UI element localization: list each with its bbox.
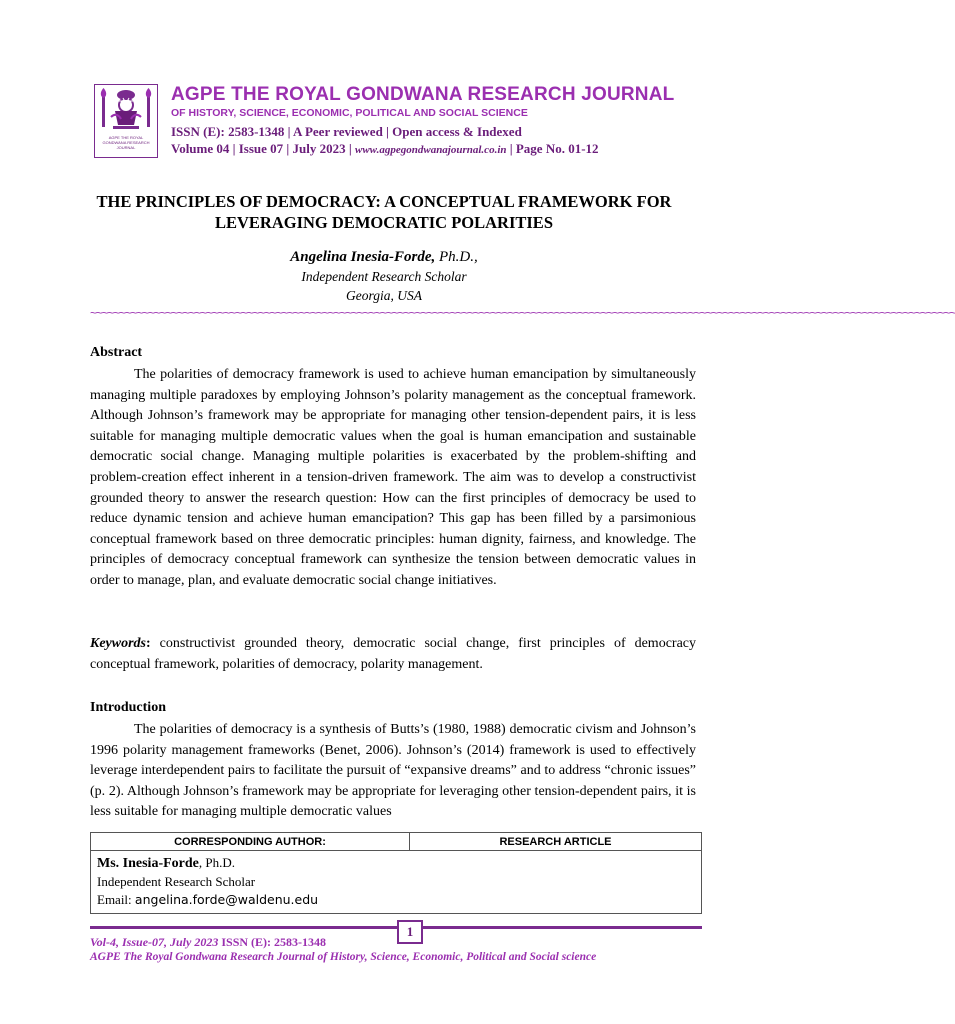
abstract-heading: Abstract xyxy=(90,345,143,360)
keywords-label: Keywords xyxy=(90,636,146,651)
corresponding-affiliation: Independent Research Scholar xyxy=(97,874,256,889)
corresponding-name-line xyxy=(97,854,695,873)
footer-volume: Vol-4, Issue-07, July 2023 xyxy=(90,935,219,949)
volume-info: Volume 04 | Issue 07 | July 2023 | xyxy=(171,141,355,156)
journal-website-link[interactable]: www.agpegondwanajournal.co.in xyxy=(355,144,507,156)
page-number: 1 xyxy=(397,920,423,944)
corresponding-email-line xyxy=(97,891,695,909)
footer-issn: ISSN (E): 2583-1348 xyxy=(218,935,327,949)
email-link[interactable]: angelina.forde@waldenu.edu xyxy=(134,892,319,907)
research-article-header: RESEARCH ARTICLE xyxy=(410,833,702,851)
issn-line: ISSN (E): 2583-1348 | A Peer reviewed | Open access & Indexed xyxy=(171,124,522,139)
journal-subtitle: OF HISTORY, SCIENCE, ECONOMIC, POLITICAL AND SOCIAL SCIENCE xyxy=(171,107,528,119)
abstract-text: The polarities of democracy framework is used to achieve human emancipation by simultaneously managing multiple paradoxes by employing Johnson’s polarity management as the conceptual framework. Although Johnson’s framework may be appropriate for managing other tension-dependent pairs, it is less suitable for managing multiple democratic values when the goal is human emancipation and sustainable democratic social change. Managing multiple polarities is exacerbated by the problem-shifting and problem-creation effect inherent in a tension-driven framework. The aim was to develop a constructivist grounded theory to answer the research question: How can the first principles of democracy be used to reduce dynamic tension and achieve human emancipation? This gap has been filled by a parsimonious conceptual framework based on three democratic principles: human dignity, fairness, and knowledge. The principles of democracy conceptual framework can synthesize the tension between democratic values in order to manage, plan, and evaluate democratic social change initiatives. xyxy=(90,367,696,588)
author-line xyxy=(0,249,768,266)
author-location: Georgia, USA xyxy=(346,288,422,303)
footer-journal-name: AGPE The Royal Gondwana Research Journal of History, Science, Economic, Political and Social science xyxy=(90,951,597,963)
tilde-separator: ~~~~~~~~~~~~~~~~~~~~~~~~~~~~~~~~~~~~~~~~~~~~~~~~~~~~~~~~~~~~~~~~~~~~~~~~~~~~~~~~~~~~~~~~~~~~~~~~~~~~~~~~~~~~~~~~~~~~~~~~~~~~~~~~~~~~~~~~~~~~~~~~~~~~~ xyxy=(90,306,955,320)
author-name: Angelina Inesia-Forde, xyxy=(290,249,436,265)
corresponding-author-name: Ms. Inesia-Forde xyxy=(97,856,199,871)
corresponding-author-degree: , Ph.D. xyxy=(198,855,236,870)
introduction-heading: Introduction xyxy=(90,700,166,715)
journal-title: AGPE THE ROYAL GONDWANA RESEARCH JOURNAL xyxy=(171,84,675,105)
introduction-text: The polarities of democracy is a synthesis of Butts’s (1980, 1988) democratic civism and Johnson’s 1996 polarity management frameworks (Benet, 2006). Johnson’s (2014) framework is used to effectively leverage interdependent pairs to facilitate the pursuit of “expansive dreams” and to address “chronic issues” (p. 2). Although Johnson’s framework may be appropriate for leveraging other tension-dependent pairs, it is less suitable for managing multiple democratic values xyxy=(90,722,696,820)
author-affiliation: Independent Research Scholar xyxy=(301,269,467,284)
page-range: | Page No. 01-12 xyxy=(506,141,599,156)
corresponding-author-header: CORRESPONDING AUTHOR: xyxy=(91,833,410,851)
corresponding-author-table xyxy=(90,832,702,914)
corresponding-author-details xyxy=(91,851,702,914)
keywords-text: constructivist grounded theory, democratic social change, first principles of democracy conceptual framework, polarities of democracy, polarity management. xyxy=(90,636,696,672)
email-label: Email: xyxy=(97,892,135,907)
keywords-colon: : xyxy=(146,636,151,651)
footer-issue-line xyxy=(90,935,326,950)
journal-logo xyxy=(94,84,158,158)
logo-tagline: AGPE THE ROYAL GONDWANA RESEARCH JOURNAL xyxy=(102,135,150,150)
paper-title: THE PRINCIPLES OF DEMOCRACY: A CONCEPTUAL FRAMEWORK FOR LEVERAGING DEMOCRATIC POLARITIES xyxy=(96,192,672,232)
royal-emblem-icon xyxy=(95,85,157,135)
author-degree: Ph.D., xyxy=(435,249,478,265)
footer-rule xyxy=(90,926,702,929)
keywords-paragraph xyxy=(90,634,696,675)
volume-line xyxy=(171,141,599,157)
